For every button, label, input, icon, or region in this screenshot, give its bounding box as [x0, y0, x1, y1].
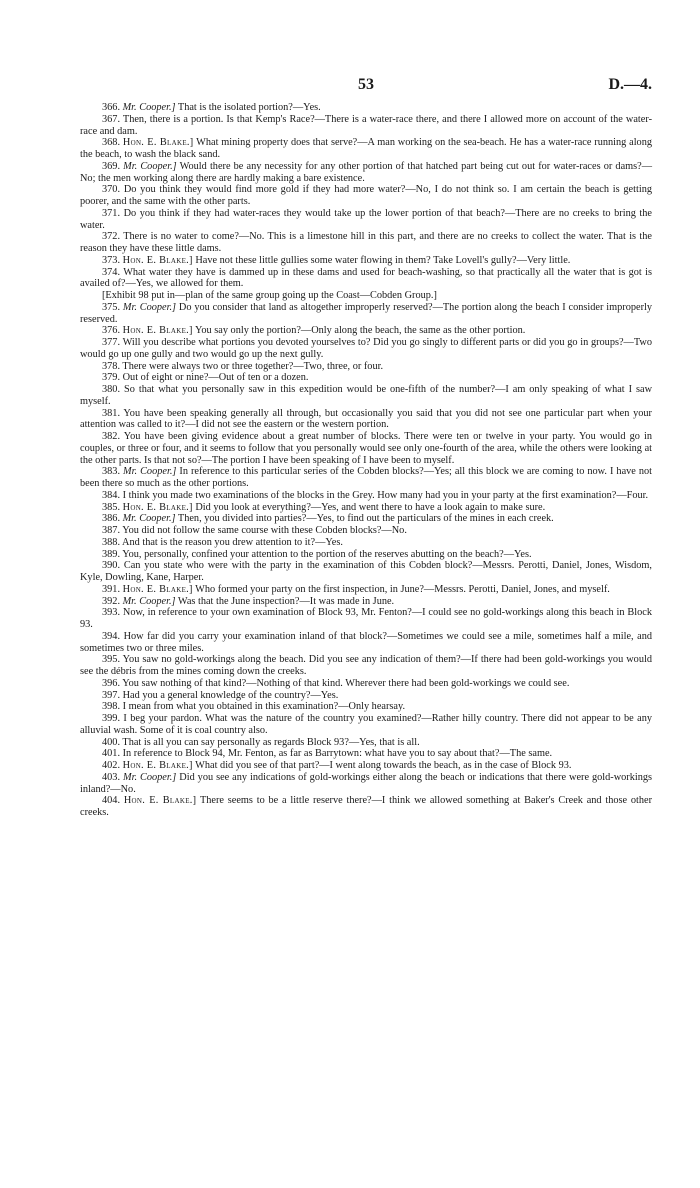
entry-text: Do you think if they had water-races they would take up the lower portion of that beach?—There are no creeks to bring the water.: [80, 207, 652, 231]
entry-text: Out of eight or nine?—Out of ten or a dozen.: [122, 372, 309, 384]
entry-text: [Exhibit 98 put in—plan of the same group going up the Coast—Cobden Group.]: [102, 290, 437, 301]
question-number: 404.: [102, 795, 121, 807]
question-number: 402.: [102, 760, 121, 771]
entry-text: There is no water to come?—No. This is a limestone hill in this part, and there are no creeks to collect the water. That is the reason they have these little dams.: [80, 231, 653, 254]
question-number: 392.: [102, 595, 121, 607]
question-number: 384.: [102, 489, 121, 501]
testimony-entry: [80, 760, 652, 772]
testimony-entry: [80, 737, 652, 749]
testimony-entry: [80, 490, 652, 502]
entry-text: Will you describe what portions you devoted yourselves to? Did you go singly to different parts or did you go in groups?—Two would go up one gully and two would go up the next gully.: [80, 337, 653, 360]
speaker-name: Hon. E. Blake.]: [122, 325, 193, 337]
question-number: 377.: [102, 337, 121, 348]
speaker-name: Mr. Cooper.]: [122, 595, 176, 607]
entry-text: Who formed your party on the first inspection, in June?—Messrs. Perotti, Daniel, Jones, and myself.: [195, 583, 610, 595]
testimony-body: [80, 102, 652, 819]
question-number: 393.: [102, 607, 121, 619]
entry-text: You did not follow the same course with these Cobden blocks?—No.: [122, 525, 407, 536]
testimony-entry: [80, 772, 652, 796]
entry-text: Do you think they would find more gold if they had more water?—No, I do not think so. I am certain the beach is getting poorer, and the same with the other parts.: [80, 184, 652, 207]
entry-text: There seems to be a little reserve there?—I think we allowed something at Baker's Creek and those other creeks.: [80, 795, 652, 818]
testimony-entry: [80, 631, 652, 655]
testimony-entry: [80, 466, 652, 490]
speaker-name: Hon. E. Blake.]: [122, 583, 193, 595]
speaker-name: Mr. Cooper.]: [122, 102, 176, 113]
testimony-entry: [80, 267, 652, 291]
question-number: 383.: [102, 466, 121, 478]
testimony-entry: [80, 537, 652, 549]
question-number: 395.: [102, 654, 121, 666]
entry-text: You say only the portion?—Only along the beach, the same as the other portion.: [194, 325, 526, 337]
entry-text: There were always two or three together?—Two, three, or four.: [122, 360, 384, 372]
entry-text: What did you see of that part?—I went along towards the beach, as in the case of Block 93.: [195, 760, 572, 771]
testimony-entry: [80, 525, 652, 537]
question-number: 398.: [102, 701, 121, 713]
entry-text: Do you consider that land as altogether improperly reserved?—The portion along the beach I consider improperly reserved.: [80, 301, 653, 325]
entry-text: I beg your pardon. What was the nature of the country you examined?—Rather hilly country. There did not appear to be any alluvial wash. Some of it is coal country also.: [80, 713, 652, 736]
testimony-entry: [80, 161, 652, 185]
question-number: 385.: [102, 501, 121, 513]
entry-text: You saw no gold-workings along the beach. Did you see any indication of them?—If there had been gold-workings you would see the débris from the mines coming down the creeks.: [80, 654, 652, 677]
testimony-entry: [80, 408, 652, 432]
entry-text: What water they have is dammed up in these dams and used for beach-washing, so that practically all the water that is got is availed of?—Yes, we allowed for them.: [80, 266, 652, 290]
question-number: 370.: [102, 184, 121, 196]
testimony-entry: [80, 431, 652, 466]
entry-text: Can you state who were with the party in the examination of this Cobden block?—Messrs. Perotti, Daniel, Jones, Wisdom, Kyle, Dowling, Kane, Harper.: [80, 560, 653, 583]
question-number: 400.: [102, 736, 121, 748]
testimony-entry: [80, 208, 652, 232]
entry-text: So that what you personally saw in this expedition would be one-fifth of the number?—I am only speaking of what I saw myself.: [80, 384, 653, 407]
testimony-entry: [80, 560, 652, 584]
entry-text: You have been giving evidence about a great number of blocks. There were ten or twelve in your party. You would go in couples, or three or four, and it seems to follow that you personally would see only one-fourth of the area, while the others were looking at the other parts. Is that not so?—The portion I have been speaking of I have been to myself.: [80, 431, 652, 466]
entry-text: You have been speaking generally all through, but occasionally you said that you did not see one particular part when your attention was called to it?—I did not see the eastern or the western portion.: [80, 407, 652, 431]
question-number: 380.: [102, 384, 121, 395]
testimony-entry: [80, 361, 652, 373]
question-number: 381.: [102, 407, 121, 419]
testimony-entry: [80, 184, 652, 208]
speaker-name: Hon. E. Blake.]: [122, 760, 193, 771]
speaker-name: Mr. Cooper.]: [123, 466, 177, 478]
entry-text: I think you made two examinations of the blocks in the Grey. How many had you in your party at the first examination?—Four.: [122, 489, 649, 501]
testimony-entry: [80, 372, 652, 384]
question-number: 396.: [102, 677, 121, 689]
question-number: 391.: [102, 583, 121, 595]
question-number: 379.: [102, 372, 121, 384]
question-number: 389.: [102, 548, 121, 560]
speaker-name: Hon. E. Blake.]: [122, 254, 193, 266]
entry-text: You, personally, confined your attention to the portion of the reserves abutting on the beach?—Yes.: [122, 548, 532, 560]
entry-text: Was that the June inspection?—It was made in June.: [177, 595, 395, 607]
entry-text: Have not these little gullies some water flowing in them? Take Lovell's gully?—Very little.: [195, 254, 571, 266]
question-number: 371.: [102, 207, 121, 219]
speaker-name: Hon. E. Blake.]: [122, 137, 194, 149]
testimony-entry: [80, 384, 652, 408]
entry-text: What mining property does that serve?—A man working on the sea-beach. He has a water-race running along the beach, to wash the black sand.: [80, 137, 653, 160]
entry-text: I mean from what you obtained in this examination?—Only hearsay.: [122, 701, 406, 713]
entry-text: How far did you carry your examination inland of that block?—Sometimes we could see a mile, sometimes half a mile, and sometimes two or three miles.: [80, 630, 653, 654]
testimony-entry: [80, 748, 652, 760]
question-number: 387.: [102, 525, 121, 536]
testimony-entry: [80, 596, 652, 608]
page-number: 53: [358, 76, 374, 93]
entry-text: Then, you divided into parties?—Yes, to find out the particulars of the mines in each creek.: [177, 513, 554, 525]
question-number: 376.: [102, 325, 121, 337]
question-number: 374.: [102, 266, 121, 278]
speaker-name: Hon. E. Blake.]: [123, 795, 197, 807]
question-number: 390.: [102, 560, 121, 572]
question-number: 372.: [102, 231, 121, 243]
testimony-entry: [80, 502, 652, 514]
testimony-entry: [80, 713, 652, 737]
speaker-name: Mr. Cooper.]: [122, 513, 176, 525]
question-number: 388.: [102, 536, 121, 548]
testimony-entry: [80, 255, 652, 267]
document-reference: D.—4.: [608, 76, 652, 93]
entry-text: Would there be any necessity for any other portion of that hatched part being cut out for water-races or dams?—No; the men working along there are hardly making a bare existence.: [80, 160, 653, 184]
testimony-entry: [80, 690, 652, 702]
testimony-entry: [80, 654, 652, 678]
testimony-entry: [80, 607, 652, 631]
speaker-name: Mr. Cooper.]: [122, 301, 177, 313]
entry-text: Had you a general knowledge of the country?—Yes.: [122, 689, 339, 701]
testimony-entry: [80, 678, 652, 690]
question-number: 366.: [102, 102, 121, 113]
question-number: 375.: [102, 301, 121, 313]
testimony-entry: [80, 337, 652, 361]
entry-text: Did you look at everything?—Yes, and went there to have a look again to make sure.: [195, 501, 546, 513]
entry-text: Now, in reference to your own examination of Block 93, Mr. Fenton?—I could see no gold-workings along this beach in Block 93.: [80, 607, 652, 630]
question-number: 403.: [102, 771, 121, 783]
question-number: 401.: [102, 748, 121, 760]
question-number: 373.: [102, 254, 121, 266]
testimony-entry: [80, 795, 652, 819]
question-number: 378.: [102, 360, 121, 372]
testimony-entry: [80, 102, 652, 114]
question-number: 382.: [102, 431, 121, 442]
testimony-entry: [80, 114, 652, 138]
speaker-name: Mr. Cooper.]: [123, 771, 177, 783]
question-number: 367.: [102, 113, 121, 125]
question-number: 399.: [102, 713, 121, 724]
testimony-entry: [80, 701, 652, 713]
page-header: [80, 76, 652, 96]
entry-text: In reference to Block 94, Mr. Fenton, as far as Barrytown: what have you to say about that?—The same.: [122, 748, 553, 760]
speaker-name: Mr. Cooper.]: [123, 160, 177, 172]
question-number: 368.: [102, 137, 121, 149]
testimony-entry: [80, 584, 652, 596]
entry-text: Did you see any indications of gold-workings either along the beach or indications that there were gold-workings inland?—No.: [80, 771, 653, 795]
exhibit-note: [80, 290, 652, 302]
question-number: 386.: [102, 513, 121, 525]
entry-text: That is the isolated portion?—Yes.: [177, 102, 321, 113]
testimony-entry: [80, 513, 652, 525]
entry-text: You saw nothing of that kind?—Nothing of that kind. Wherever there had been gold-workings we could see.: [122, 677, 570, 689]
entry-text: That is all you can say personally as regards Block 93?—Yes, that is all.: [122, 736, 420, 748]
question-number: 397.: [102, 689, 121, 701]
testimony-entry: [80, 231, 652, 255]
entry-text: In reference to this particular series of the Cobden blocks?—Yes; all this block we are coming to now. I have not been there so much as the other portions.: [80, 466, 653, 489]
testimony-entry: [80, 137, 652, 161]
speaker-name: Hon. E. Blake.]: [122, 501, 193, 513]
question-number: 394.: [102, 630, 121, 642]
entry-text: Then, there is a portion. Is that Kemp's Race?—There is a water-race there, and there I allowed more on account of the water-race and dam.: [80, 113, 652, 137]
entry-text: And that is the reason you drew attention to it?—Yes.: [122, 536, 343, 548]
testimony-entry: [80, 302, 652, 326]
testimony-entry: [80, 549, 652, 561]
testimony-entry: [80, 325, 652, 337]
question-number: 369.: [102, 160, 121, 172]
